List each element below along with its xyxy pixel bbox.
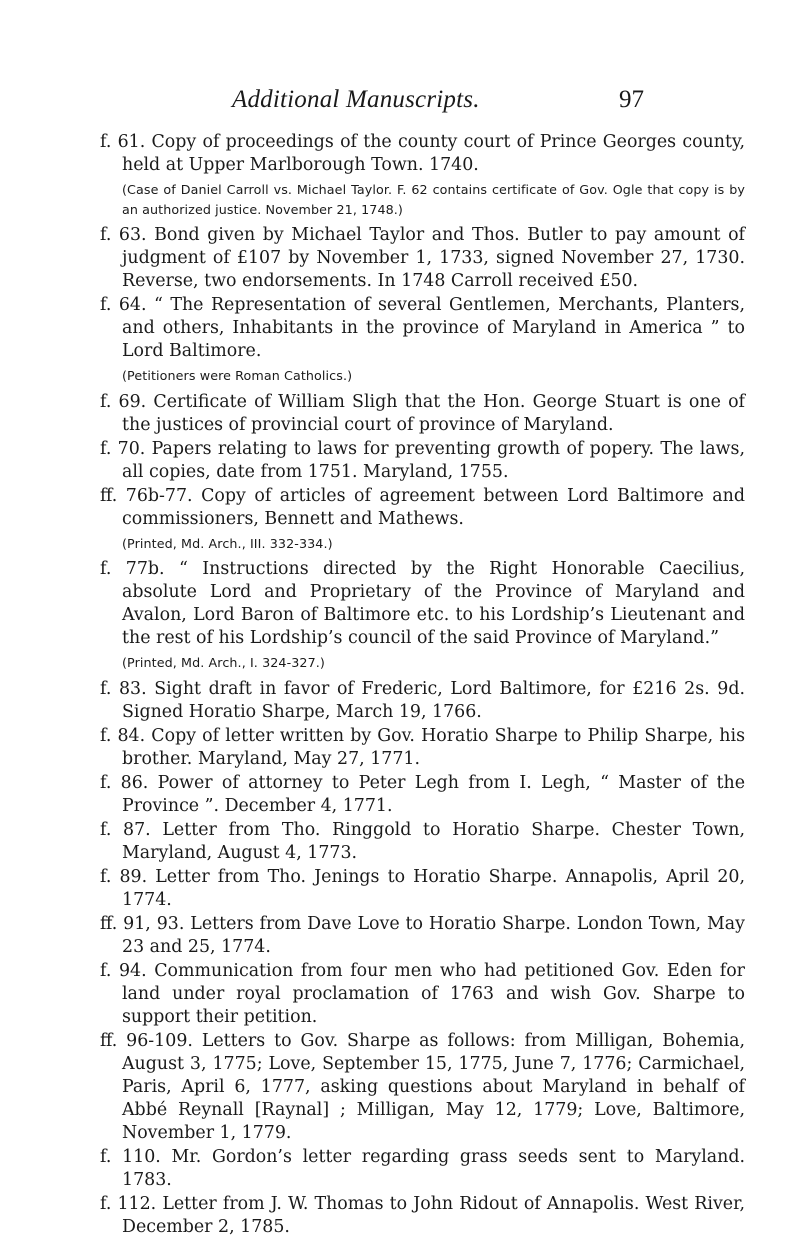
entry-f87: f. 87. Letter from Tho. Ringgold to Horatio Sharpe. Chester Town, Maryland, August 4, 1773. (100, 819, 745, 863)
entry-ff91-93: ff. 91, 93. Letters from Dave Love to Horatio Sharpe. London Town, May 23 and 25, 1774. (100, 913, 745, 957)
running-head (0, 86, 800, 116)
entry-f89: f. 89. Letter from Tho. Jenings to Horatio Sharpe. Annapolis, April 20, 1774. (100, 866, 745, 910)
entry-f110: f. 110. Mr. Gordon’s letter regarding grass seeds sent to Maryland. 1783. (100, 1146, 745, 1190)
note-f77b: (Printed, Md. Arch., I. 324-327.) (122, 655, 325, 670)
entry-ff76b-77: ff. 76b-77. Copy of articles of agreement between Lord Baltimore and commissioners, Bennett and Mathews. (100, 485, 745, 529)
page-number: 97 (619, 86, 644, 113)
manuscript-list (100, 131, 745, 1240)
entry-f77b: f. 77b. “ Instructions directed by the Right Honorable Caecilius, absolute Lord and Proprietary of the Province of Maryland and Avalon, Lord Baron of Baltimore etc. to his Lordship’s Lieutenant and the rest of his Lordship’s council of the said Province of Maryland.” (100, 559, 745, 648)
note-f61: (Case of Daniel Carroll vs. Michael Taylor. F. 62 contains certificate of Gov. Ogle that copy is by an authorized justice. November 21, 1748.) (122, 182, 745, 217)
entry-f94: f. 94. Communication from four men who had petitioned Gov. Eden for land under royal proclamation of 1763 and wish Gov. Sharpe to support their petition. (100, 960, 745, 1027)
entry-ff96-109: ff. 96-109. Letters to Gov. Sharpe as follows: from Milligan, Bohemia, August 3, 1775; Love, September 15, 1775, June 7, 1776; Carmichael, Paris, April 6, 1777, asking questions about Maryland in behalf of Abbé Reynall [Raynal] ; Milligan, May 12, 1779; Love, Baltimore, November 1, 1779. (100, 1030, 745, 1143)
note-f64: (Petitioners were Roman Catholics.) (122, 368, 353, 383)
entry-f86: f. 86. Power of attorney to Peter Legh from I. Legh, “ Master of the Province ”. December 4, 1771. (100, 772, 745, 816)
note-ff76b-77: (Printed, Md. Arch., III. 332-334.) (122, 535, 333, 551)
entry-f69: f. 69. Certificate of William Sligh that the Hon. George Stuart is one of the justices of provincial court of province of Maryland. (100, 391, 745, 435)
entry-f63: f. 63. Bond given by Michael Taylor and Thos. Butler to pay amount of judgment of £107 by November 1, 1733, signed November 27, 1730. Reverse, two endorsements. In 1748 Carroll received £50. (100, 225, 745, 291)
entry-f70: f. 70. Papers relating to laws for preventing growth of popery. The laws, all copies, date from 1751. Maryland, 1755. (100, 438, 745, 482)
entry-f61: f. 61. Copy of proceedings of the county court of Prince Georges county, held at Upper Marlborough Town. 1740. (100, 132, 745, 175)
entry-f112: f. 112. Letter from J. W. Thomas to John Ridout of Annapolis. West River, December 2, 1785. (100, 1193, 745, 1237)
entry-f83: f. 83. Sight draft in favor of Frederic, Lord Baltimore, for £216 2s. 9d. Signed Horatio Sharpe, March 19, 1766. (100, 678, 745, 722)
entry-f84: f. 84. Copy of letter written by Gov. Horatio Sharpe to Philip Sharpe, his brother. Maryland, May 27, 1771. (100, 725, 745, 769)
running-title: Additional Manuscripts. (232, 86, 480, 113)
entry-f64: f. 64. “ The Representation of several Gentlemen, Merchants, Planters, and others, Inhabitants in the province of Maryland in America ” to Lord Baltimore. (100, 295, 745, 361)
